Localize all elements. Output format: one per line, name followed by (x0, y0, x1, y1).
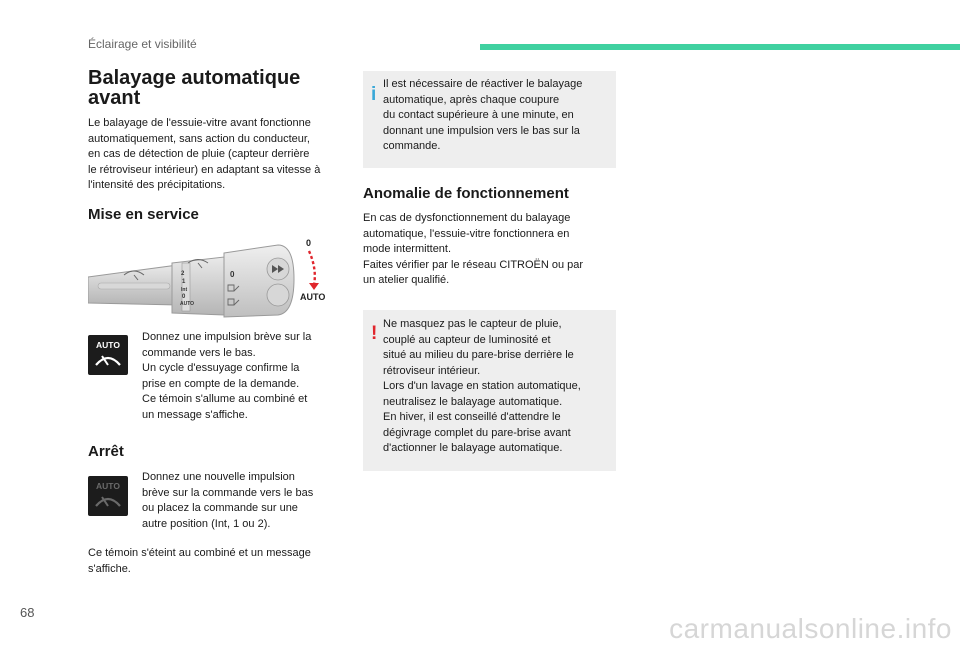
stalk-label-2: 2 (181, 271, 185, 277)
stalk-switch-zero: 0 (230, 270, 235, 279)
down-arrow (309, 251, 315, 285)
arret-footer: Ce témoin s'éteint au combiné et un message s'affiche. (88, 547, 311, 575)
stalk-label-0: 0 (182, 294, 186, 300)
warning-note (363, 310, 616, 471)
mise-en-service-title: Mise en service (88, 206, 199, 223)
stalk-label-1: 1 (182, 279, 186, 285)
watermark: carmanualsonline.info (669, 613, 952, 644)
section-intro: Le balayage de l'essuie-vitre avant fonctionne automatiquement, sans action du conducteur, en cas de détection de pluie (capteur derrière le rétroviseur intérieur) en adaptant sa vitesse à l'intensité des précipitations. (88, 117, 321, 191)
warning-note-text: Ne masquez pas le capteur de pluie, couplé au capteur de luminosité et situé au milieu du pare-brise derrière le rétroviseur intérieur. Lors d'un lavage en station automatique, neutralisez le balayage automatique. En hiver, il est conseillé d'attendre le dégivrage complet du pare-brise avant d'actionner le balayage automatique. (383, 318, 581, 454)
wiper-stalk-illustration (88, 229, 340, 327)
auto-wipe-indicator-on (88, 335, 128, 375)
wiper-off-icon (88, 476, 128, 516)
svg-text:AUTO: AUTO (96, 340, 120, 350)
auto-wipe-indicator-off (88, 476, 128, 516)
chapter-accent-bar (480, 44, 960, 50)
anomalie-title: Anomalie de fonctionnement (363, 185, 569, 202)
chapter-title: Éclairage et visibilité (88, 37, 197, 51)
anomalie-text: En cas de dysfonctionnement du balayage automatique, l'essuie-vitre fonctionnera en mode intermittent. Faites vérifier par le réseau CITROËN ou par un atelier qualifié. (363, 212, 584, 286)
arret-title: Arrêt (88, 443, 124, 460)
info-icon: i (371, 84, 377, 105)
svg-text:AUTO: AUTO (96, 481, 120, 491)
page-number: 68 (20, 605, 35, 620)
mise-en-service-text: Donnez une impulsion brève sur la commande vers le bas. Un cycle d'essuyage confirme la prise en compte de la demande. Ce témoin s'allume au combiné et un message s'affiche. (142, 331, 312, 421)
top-position-label: 0 (306, 238, 312, 248)
warning-icon: ! (371, 323, 378, 344)
info-note (363, 71, 616, 168)
wiper-icon (88, 335, 128, 375)
arret-text: Donnez une nouvelle impulsion brève sur la commande vers le bas ou placez la commande sur une autre position (Int, 1 ou 2). (142, 471, 314, 530)
auto-position-label: AUTO (300, 292, 326, 302)
stalk-label-int: Int (181, 287, 188, 293)
section-title: Balayage automatique avant (88, 67, 301, 109)
info-note-text: Il est nécessaire de réactiver le balayage automatique, après chaque coupure du contact supérieure à une minute, en donnant une impulsion vers le bas sur la commande. (383, 78, 583, 152)
stalk-label-auto: AUTO (180, 301, 195, 307)
